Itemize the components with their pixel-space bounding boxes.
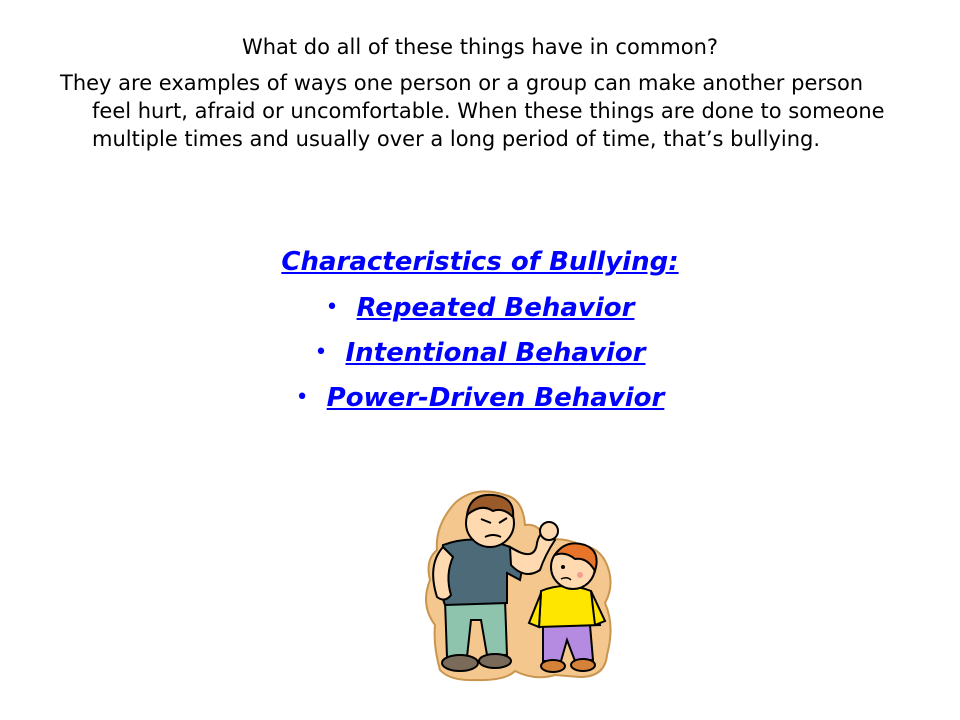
characteristic-label[interactable]: Intentional Behavior	[345, 338, 646, 368]
characteristics-list	[0, 291, 960, 426]
bullet-icon: •	[295, 385, 309, 410]
bullet-icon: •	[325, 295, 339, 320]
explanation-paragraph: They are examples of ways one person or a group can make another person feel hurt, afraid or uncomfortable. When these things are done to someone multiple times and usually over a long period of time, that’s bullying.	[60, 71, 885, 151]
characteristic-label[interactable]: Repeated Behavior	[356, 293, 635, 323]
bullet-icon: •	[314, 340, 328, 365]
characteristics-heading: Characteristics of Bullying:	[281, 247, 679, 277]
characteristic-power-driven[interactable]	[0, 381, 960, 426]
question-text: What do all of these things have in common?	[241, 35, 719, 59]
characteristic-repeated[interactable]	[0, 291, 960, 336]
characteristic-label[interactable]: Power-Driven Behavior	[326, 383, 665, 413]
characteristic-intentional[interactable]	[0, 336, 960, 381]
bully-clipart-icon	[415, 485, 625, 685]
